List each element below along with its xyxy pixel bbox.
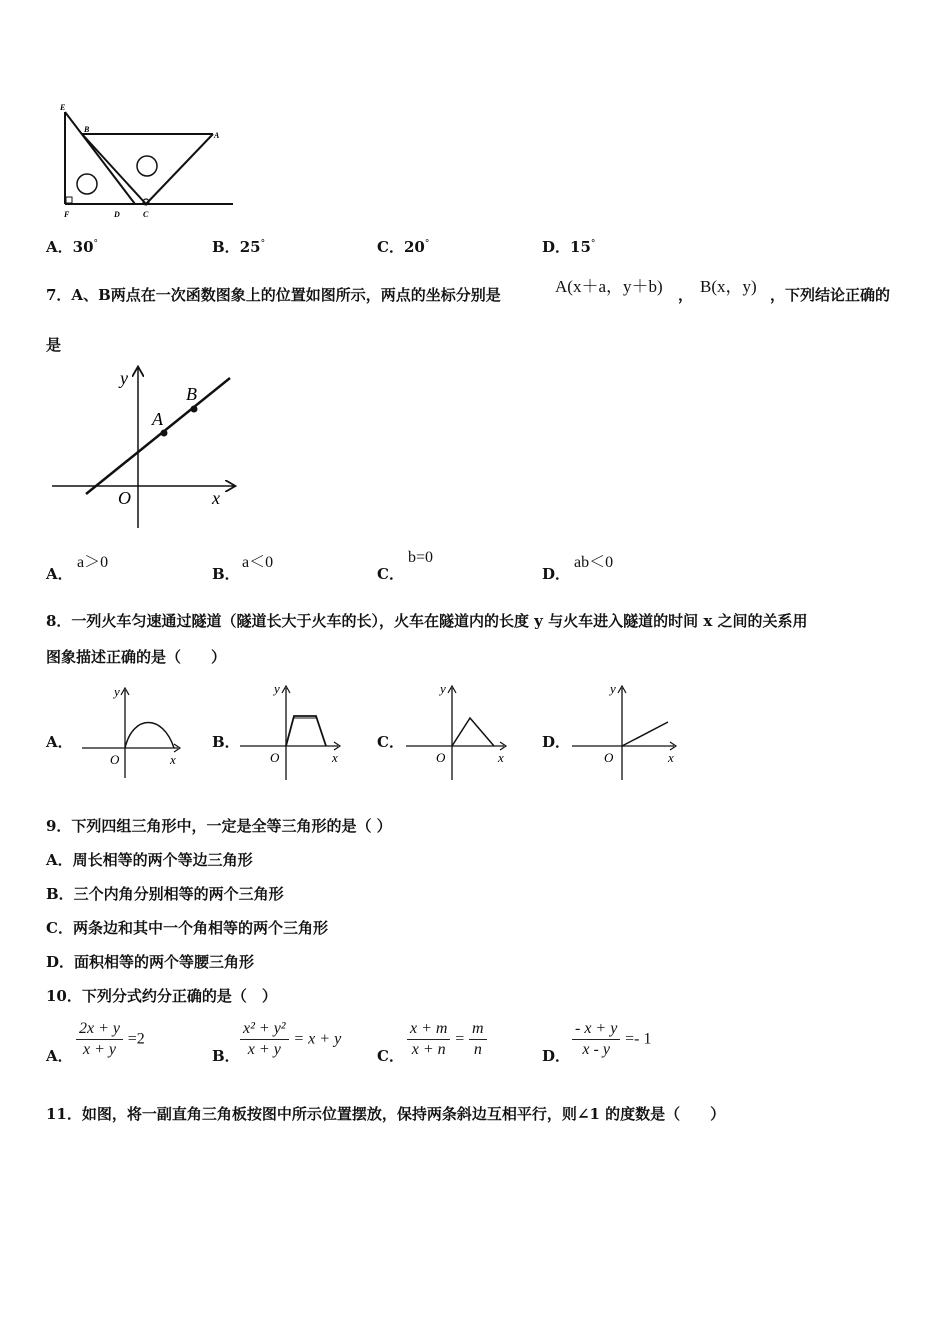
q8-option-c-graph bbox=[404, 680, 512, 784]
q6-triangle-figure bbox=[55, 98, 240, 220]
q8-option-d-letter: D． bbox=[542, 733, 571, 751]
q7-option-c-letter: C． bbox=[377, 565, 404, 583]
q8-stem-line2: 图象描述正确的是（ ） bbox=[46, 648, 227, 666]
q10-option-b-letter: B． bbox=[212, 1047, 240, 1065]
label-b: B bbox=[84, 125, 90, 134]
q7-option-a-expr: a＞0 bbox=[77, 554, 109, 571]
svg-text:x: x bbox=[668, 750, 674, 765]
graph-x-label: x bbox=[212, 488, 220, 508]
q6-option-b: B．25° bbox=[212, 238, 266, 256]
svg-text:x: x bbox=[170, 752, 176, 767]
q7-stem-part2: ，下列结论正确的 bbox=[770, 286, 891, 304]
svg-text:O: O bbox=[436, 750, 446, 765]
q7-option-b-letter: B． bbox=[212, 565, 240, 583]
svg-text:x: x bbox=[332, 750, 338, 765]
svg-text:y: y bbox=[114, 684, 120, 699]
svg-text:O: O bbox=[270, 750, 280, 765]
label-c: C bbox=[143, 210, 149, 219]
q8-option-d-graph bbox=[570, 680, 682, 784]
q7-option-b-expr: a＜0 bbox=[242, 554, 274, 571]
q7-sep: ， bbox=[678, 286, 694, 304]
q8-option-a-graph bbox=[78, 682, 186, 782]
q10-option-d-letter: D． bbox=[542, 1047, 571, 1065]
q11-stem: 11．如图，将一副直角三角板按图中所示位置摆放，保持两条斜边互相平行，则∠1 的度数是（ ） bbox=[46, 1105, 726, 1123]
q8-option-a-letter: A． bbox=[46, 733, 73, 751]
q10-option-a-expr: $\frac{2x + y}{x + y}$ =2 bbox=[76, 1020, 145, 1059]
q9-option-c: C．两条边和其中一个角相等的两个三角形 bbox=[46, 919, 328, 937]
graph-origin-label: O bbox=[118, 488, 131, 508]
graph-b-label: B bbox=[186, 384, 197, 404]
q8-option-b-graph bbox=[238, 680, 346, 784]
q6-option-a: A．30° bbox=[46, 238, 99, 256]
q7-option-d-expr: ab＜0 bbox=[574, 554, 614, 571]
point-a bbox=[161, 430, 168, 437]
q7-option-c-expr: b=0 bbox=[408, 549, 434, 566]
graph-y-label: y bbox=[120, 368, 128, 388]
q10-option-a-letter: A． bbox=[46, 1047, 73, 1065]
label-d: D bbox=[114, 210, 120, 219]
q7-stem-part1: 7．A、B两点在一次函数图象上的位置如图所示，两点的坐标分别是 bbox=[46, 286, 501, 304]
svg-text:O: O bbox=[604, 750, 614, 765]
point-b bbox=[191, 406, 198, 413]
q8-stem-line1: 8．一列火车匀速通过隧道（隧道长大于火车的长），火车在隧道内的长度 y 与火车进入隧道的时间 x 之间的关系用 bbox=[46, 612, 808, 630]
svg-text:y: y bbox=[610, 681, 616, 696]
q6-option-d: D．15° bbox=[542, 238, 596, 256]
svg-text:x: x bbox=[498, 750, 504, 765]
svg-text:y: y bbox=[440, 681, 446, 696]
q7-option-a-letter: A． bbox=[46, 565, 73, 583]
q6-option-c: C．20° bbox=[377, 238, 430, 256]
q8-option-b-letter: B． bbox=[212, 733, 240, 751]
svg-text:O: O bbox=[110, 752, 120, 767]
graph-a-label: A bbox=[152, 409, 163, 429]
q10-stem: 10．下列分式约分正确的是（ ） bbox=[46, 987, 277, 1005]
label-a: A bbox=[214, 131, 220, 140]
q10-option-c-expr: $\frac{x + m}{x + n}$ = $\frac{m}{n}$ bbox=[407, 1020, 487, 1059]
q9-stem: 9．下列四组三角形中，一定是全等三角形的是（ ） bbox=[46, 817, 392, 835]
q10-option-d-expr: $\frac{- x + y}{x - y}$ =- 1 bbox=[572, 1020, 651, 1059]
q7-linear-graph bbox=[50, 362, 240, 530]
q9-option-a: A．周长相等的两个等边三角形 bbox=[46, 851, 253, 869]
q10-option-c-letter: C． bbox=[377, 1047, 404, 1065]
q10-option-b-expr: $\frac{\text{x² + y²}}{x + y}$ = x + y bbox=[240, 1020, 341, 1059]
q8-option-c-letter: C． bbox=[377, 733, 404, 751]
svg-text:y: y bbox=[274, 681, 280, 696]
q7-option-d-letter: D． bbox=[542, 565, 571, 583]
label-e: E bbox=[60, 103, 66, 112]
q9-option-d: D．面积相等的两个等腰三角形 bbox=[46, 953, 255, 971]
q7-coord-b: B(x，y) bbox=[700, 277, 757, 296]
q7-coord-a: A(x＋a，y＋b) bbox=[555, 277, 663, 296]
q9-option-b: B．三个内角分别相等的两个三角形 bbox=[46, 885, 284, 903]
q7-stem-line2: 是 bbox=[46, 336, 62, 354]
label-f: F bbox=[64, 210, 70, 219]
